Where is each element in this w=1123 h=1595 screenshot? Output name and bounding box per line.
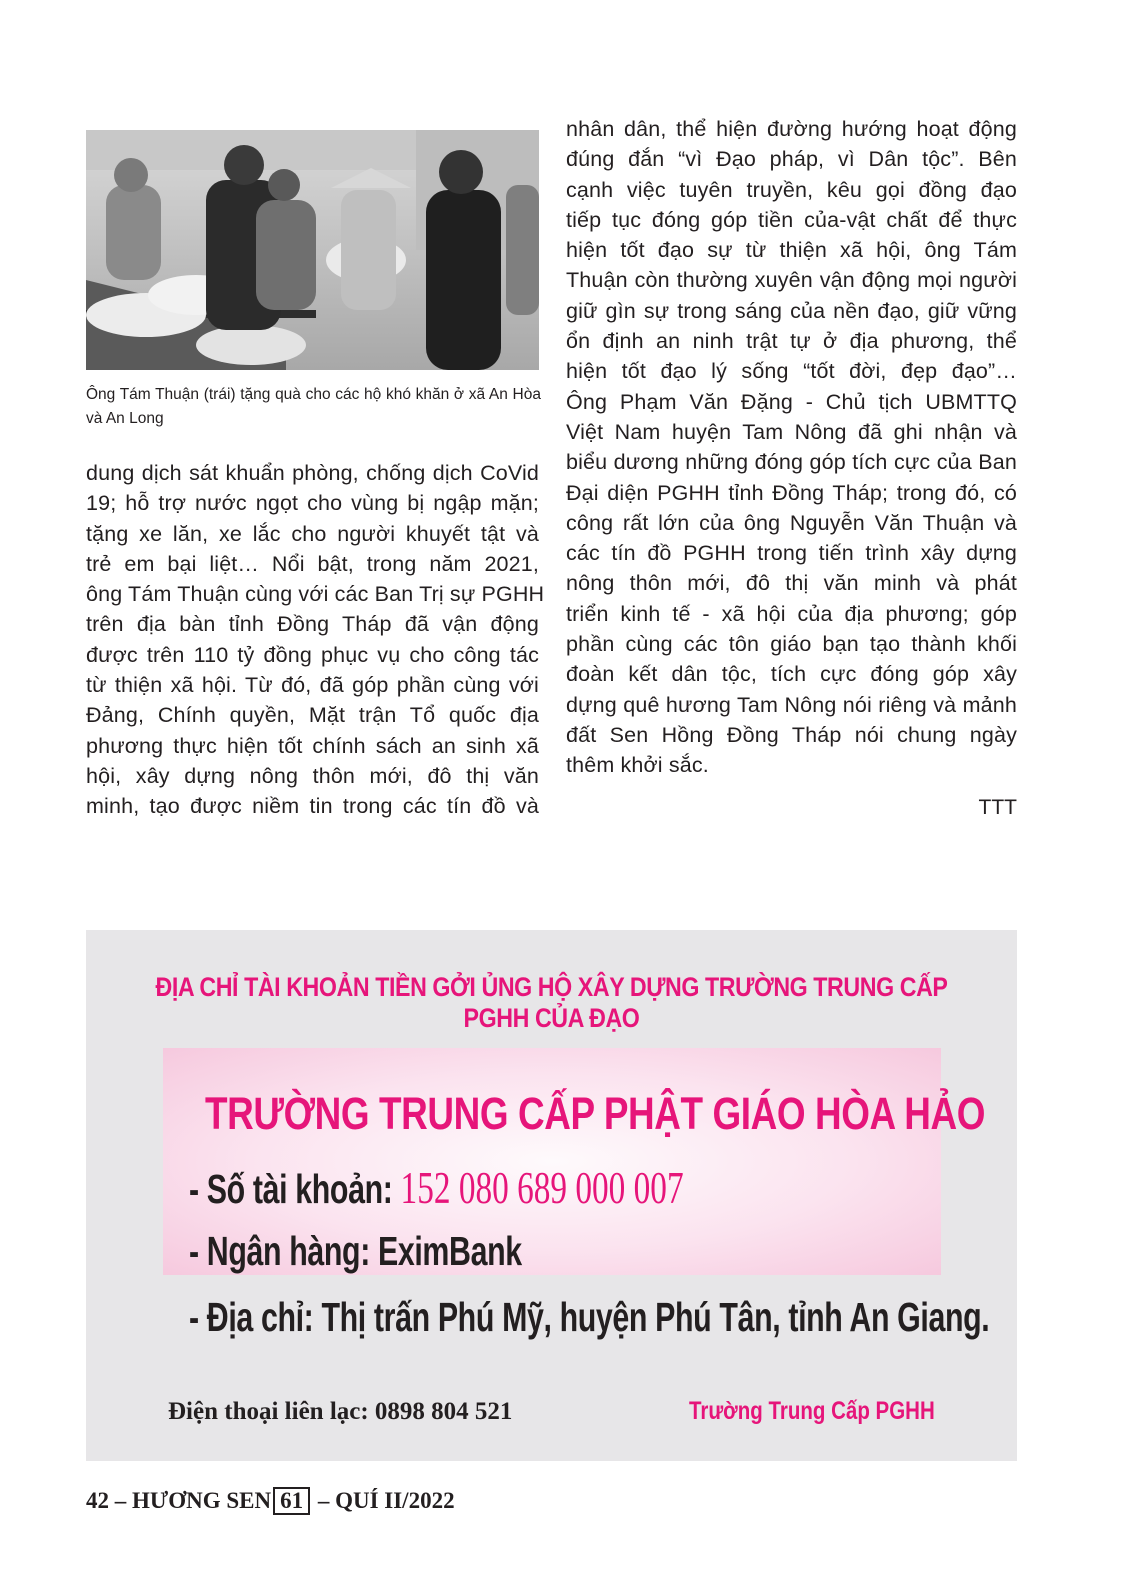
school-name: TRƯỜNG TRUNG CẤP PHẬT GIÁO HÒA HẢO [205,1088,986,1139]
text-line: phương thực hiện tốt chính sách an sinh xã [86,733,539,758]
account-number: 152 080 689 000 007 [400,1163,684,1213]
text-line: đúng đắn “vì Đạo pháp, vì Dân tộc”. Bên [566,147,1017,172]
issue-number: 61 [273,1487,310,1515]
text-line: giữ gìn sự trong sáng của nền đạo, giữ vững [566,298,1017,323]
page-footer [86,1487,455,1515]
footer-dash: – [317,1488,330,1513]
text-line: 19; hỗ trợ nước ngọt cho vùng bị ngập mặn; [86,491,539,516]
text-line: ông Tám Thuận cùng với các Ban Trị sự PGHH [86,582,545,607]
text-line: cạnh việc tuyên truyền, kêu gọi đồng đạo [566,177,1017,202]
article-signature: TTT [978,796,1017,819]
text-line: triển kinh tế - xã hội của địa phương; góp [566,601,1017,626]
text-line: hội, xây dựng nông thôn mới, đô thị văn [86,763,539,788]
text-line: phần cùng các tôn giáo bạn tạo thành khối [566,632,1017,657]
magazine-name: HƯƠNG SEN [132,1488,272,1513]
text-line: Đảng, Chính quyền, Mặt trận Tổ quốc địa [86,703,539,728]
contact-phone: Điện thoại liên lạc: 0898 804 521 [168,1398,513,1425]
page-number: 42 [86,1488,109,1513]
text-line: dung dịch sát khuẩn phòng, chống dịch CoVid [86,461,539,485]
text-line: Việt Nam huyện Tam Nông đã ghi nhận và [566,419,1017,444]
text-line: được trên 110 tỷ đồng phục vụ cho công tác [86,642,539,667]
bank-line: - Ngân hàng: EximBank [189,1228,522,1274]
text-line: Thuận còn thường xuyên vận động mọi người [566,268,1017,293]
text-line: ổn định an ninh trật tự ở địa phương, thể [566,329,1017,354]
text-line: nông thôn mới, đô thị văn minh và phát [566,571,1017,596]
text-line: biểu dương những đóng góp tích cực của Ban [566,450,1017,475]
text-line: đất Sen Hồng Đồng Tháp nói chung ngày [566,722,1017,747]
photo-illustration [86,130,539,370]
footer-dash: – [114,1488,127,1513]
donation-ad-box [86,930,1017,1461]
text-line: hiện tốt đạo sự từ thiện xã hội, ông Tám [566,238,1017,263]
address-line: - Địa chỉ: Thị trấn Phú Mỹ, huyện Phú Tân, tỉnh An Giang. [189,1294,990,1340]
ad-signature: Trường Trung Cấp PGHH [689,1397,935,1425]
text-line: minh, tạo được niềm tin trong các tín đồ và [86,794,539,819]
left-column [86,458,545,822]
text-line: hiện tốt đạo lý sống “tốt đời, đẹp đạo”… [566,359,1017,384]
text-line: tiếp tục đóng góp tiền của-vật chất để thực [566,207,1017,232]
ad-inner-panel [163,1048,990,1340]
account-line [189,1162,684,1214]
text-line: Ông Phạm Văn Đặng - Chủ tịch UBMTTQ [566,389,1017,414]
account-label: - Số tài khoản: [189,1166,393,1212]
ad-heading: ĐỊA CHỈ TÀI KHOẢN TIỀN GỞI ỦNG HỘ XÂY DỰNG TRƯỜNG TRUNG CẤP PGHH CỦA ĐẠO [155,972,948,1033]
article-photo [86,130,539,370]
text-line: trẻ em bại liệt… Nổi bật, trong năm 2021, [86,551,539,576]
text-line: tặng xe lăn, xe lắc cho người khuyết tật và [86,521,539,546]
quarter-label: QUÍ II/2022 [335,1488,455,1513]
text-line: nhân dân, thể hiện đường hướng hoạt động [566,117,1017,141]
text-line: từ thiện xã hội. Từ đó, đã góp phần cùng với [86,673,539,698]
text-line: trên địa bàn tỉnh Đồng Tháp đã vận động [86,612,539,637]
text-line: đoàn kết dân tộc, tích cực đóng góp xây [566,662,1017,687]
right-column [566,114,1017,781]
text-line: Đại diện PGHH tỉnh Đồng Tháp; trong đó, có [566,480,1017,505]
text-line: thêm khởi sắc. [566,753,709,778]
text-line: dựng quê hương Tam Nông nói riêng và mảnh [566,692,1017,717]
text-line: các tín đồ PGHH trong tiến trình xây dựng [566,541,1017,566]
photo-caption: Ông Tám Thuận (trái) tặng quà cho các hộ khó khăn ở xã An Hòa và An Long [86,386,541,427]
text-line: công rất lớn của ông Nguyễn Văn Thuận và [566,510,1017,535]
